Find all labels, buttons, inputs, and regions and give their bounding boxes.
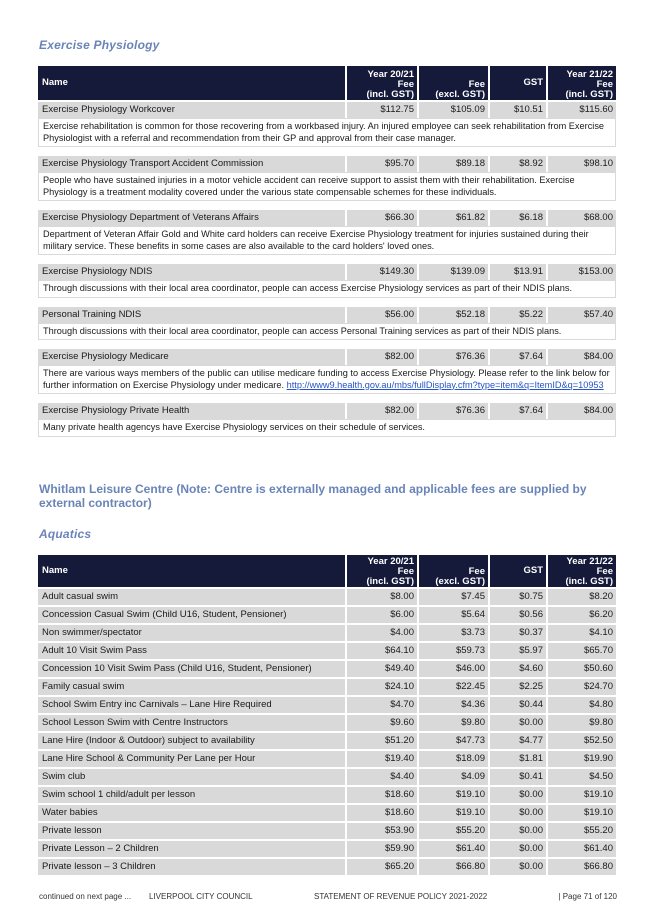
header-fee-label: Fee xyxy=(468,566,485,577)
fee-incl-gst-2021: $4.40 xyxy=(345,769,417,785)
fee-name: Adult casual swim xyxy=(38,589,345,605)
fee-incl-gst-2122: $84.00 xyxy=(546,349,616,365)
gst-amount: $0.75 xyxy=(488,589,546,605)
fee-name: Personal Training NDIS xyxy=(38,307,345,323)
fee-incl-gst-2021: $66.30 xyxy=(345,210,417,226)
gst-amount: $0.00 xyxy=(488,823,546,839)
fee-row xyxy=(38,715,616,731)
fee-incl-gst-2122: $68.00 xyxy=(546,210,616,226)
gst-amount: $0.37 xyxy=(488,625,546,641)
fee-name: Family casual swim xyxy=(38,679,345,695)
fee-excl-gst: $46.00 xyxy=(417,661,488,677)
fee-incl-gst-2122: $50.60 xyxy=(546,661,616,677)
fee-row xyxy=(38,607,616,623)
fee-name: Exercise Physiology Private Health xyxy=(38,403,345,419)
fee-excl-gst: $76.36 xyxy=(417,403,488,419)
gst-amount: $0.56 xyxy=(488,607,546,623)
whitlam-leisure-centre-heading: Whitlam Leisure Centre (Note: Centre is externally managed and applicable fees are supplied by external contractor) xyxy=(39,482,587,510)
fee-incl-gst-2021: $82.00 xyxy=(345,349,417,365)
fee-name: Exercise Physiology Department of Veterans Affairs xyxy=(38,210,345,226)
fee-row xyxy=(38,787,616,803)
fee-incl-gst-2021: $59.90 xyxy=(345,841,417,857)
fee-incl-gst-2122: $84.00 xyxy=(546,403,616,419)
fee-description xyxy=(38,365,616,394)
fee-row xyxy=(38,733,616,749)
fee-excl-gst: $9.80 xyxy=(417,715,488,731)
description-row xyxy=(38,172,616,201)
fee-incl-gst-2021: $51.20 xyxy=(345,733,417,749)
fee-description xyxy=(38,172,616,201)
fee-incl-gst-2122: $66.80 xyxy=(546,859,616,875)
fee-name: Swim club xyxy=(38,769,345,785)
fee-name: Non swimmer/spectator xyxy=(38,625,345,641)
description-text: Exercise rehabilitation is common for those recovering from a workbased injury. An injured employee can seek rehabilitation from Exercise Physiologist with a referral and recommendation from their GP and approval from their case manager. xyxy=(43,121,605,143)
footer-document-title: STATEMENT OF REVENUE POLICY 2021-2022 xyxy=(314,892,488,901)
gst-amount: $0.00 xyxy=(488,787,546,803)
header-fee-excl xyxy=(417,555,488,587)
fee-incl-gst-2122: $61.40 xyxy=(546,841,616,857)
fee-row xyxy=(38,661,616,677)
gst-amount: $7.64 xyxy=(488,403,546,419)
fee-excl-gst: $89.18 xyxy=(417,156,488,172)
description-row xyxy=(38,118,616,147)
fee-incl-gst-2122: $98.10 xyxy=(546,156,616,172)
fee-name: Lane Hire (Indoor & Outdoor) subject to availability xyxy=(38,733,345,749)
fee-incl-gst-2021: $4.70 xyxy=(345,697,417,713)
fee-incl-gst-2021: $64.10 xyxy=(345,643,417,659)
fee-excl-gst: $59.73 xyxy=(417,643,488,659)
fee-incl-gst-2122: $24.70 xyxy=(546,679,616,695)
fee-name: Swim school 1 child/adult per lesson xyxy=(38,787,345,803)
table-header-row xyxy=(38,66,616,100)
fee-incl-gst-2122: $52.50 xyxy=(546,733,616,749)
fee-row xyxy=(38,349,616,365)
header-incl-gst-label: (incl. GST) xyxy=(565,576,613,587)
header-incl-gst-label: (incl. GST) xyxy=(366,576,414,587)
gst-amount: $5.97 xyxy=(488,643,546,659)
footer-page-number: | Page 71 of 120 xyxy=(558,892,617,901)
fee-excl-gst: $18.09 xyxy=(417,751,488,767)
description-row xyxy=(38,280,616,298)
fee-row xyxy=(38,679,616,695)
fee-incl-gst-2021: $53.90 xyxy=(345,823,417,839)
fee-excl-gst: $22.45 xyxy=(417,679,488,695)
header-incl-gst-label: (incl. GST) xyxy=(565,89,613,100)
fee-incl-gst-2122: $115.60 xyxy=(546,102,616,118)
fee-name: Private Lesson – 2 Children xyxy=(38,841,345,857)
fee-excl-gst: $5.64 xyxy=(417,607,488,623)
header-year-2122: Year 21/22 xyxy=(566,556,613,567)
description-row xyxy=(38,323,616,341)
fee-name: Exercise Physiology Transport Accident Commission xyxy=(38,156,345,172)
description-text: There are various ways members of the public can utilise medicare funding to access Exercise Physiology. Please refer to the link below for further information on Exercise Physiology under medicare. xyxy=(43,368,610,390)
header-fee-incl-2021 xyxy=(345,66,417,100)
fee-name: Exercise Physiology Workcover xyxy=(38,102,345,118)
gst-amount: $0.00 xyxy=(488,805,546,821)
header-excl-gst-label: (excl. GST) xyxy=(435,576,485,587)
header-gst: GST xyxy=(488,555,546,587)
fee-incl-gst-2021: $19.40 xyxy=(345,751,417,767)
header-incl-gst-label: (incl. GST) xyxy=(366,89,414,100)
fee-incl-gst-2122: $19.10 xyxy=(546,787,616,803)
fee-row xyxy=(38,625,616,641)
fee-incl-gst-2021: $9.60 xyxy=(345,715,417,731)
fee-excl-gst: $47.73 xyxy=(417,733,488,749)
fee-row xyxy=(38,823,616,839)
fee-excl-gst: $61.82 xyxy=(417,210,488,226)
fee-incl-gst-2021: $4.00 xyxy=(345,625,417,641)
gst-amount: $0.41 xyxy=(488,769,546,785)
fee-row xyxy=(38,697,616,713)
fee-row xyxy=(38,859,616,875)
fee-excl-gst: $19.10 xyxy=(417,805,488,821)
fee-incl-gst-2122: $65.70 xyxy=(546,643,616,659)
header-year-2021: Year 20/21 xyxy=(367,69,414,80)
gst-amount: $0.00 xyxy=(488,715,546,731)
fee-incl-gst-2021: $8.00 xyxy=(345,589,417,605)
fee-name: Private lesson – 3 Children xyxy=(38,859,345,875)
aquatics-fee-table xyxy=(38,555,616,875)
fee-name: School Lesson Swim with Centre Instructors xyxy=(38,715,345,731)
fee-incl-gst-2122: $4.80 xyxy=(546,697,616,713)
header-year-2122: Year 21/22 xyxy=(566,69,613,80)
fee-row xyxy=(38,805,616,821)
fee-incl-gst-2021: $112.75 xyxy=(345,102,417,118)
fee-row xyxy=(38,264,616,280)
header-gst: GST xyxy=(488,66,546,100)
fee-incl-gst-2122: $4.50 xyxy=(546,769,616,785)
gst-amount: $13.91 xyxy=(488,264,546,280)
table-header-row xyxy=(38,555,616,587)
header-fee-label: Fee xyxy=(596,566,613,577)
fee-excl-gst: $66.80 xyxy=(417,859,488,875)
fee-name: School Swim Entry inc Carnivals – Lane Hire Required xyxy=(38,697,345,713)
fee-incl-gst-2021: $6.00 xyxy=(345,607,417,623)
fee-row xyxy=(38,102,616,118)
gst-amount: $6.18 xyxy=(488,210,546,226)
fee-row xyxy=(38,589,616,605)
header-fee-incl-2021 xyxy=(345,555,417,587)
fee-row xyxy=(38,307,616,323)
fee-excl-gst: $3.73 xyxy=(417,625,488,641)
medicare-link[interactable]: http://www9.health.gov.au/mbs/fullDisplay.cfm?type=item&q=ItemID&q=10953 xyxy=(286,379,604,390)
fee-name: Adult 10 Visit Swim Pass xyxy=(38,643,345,659)
description-text: Many private health agencys have Exercise Physiology services on their schedule of services. xyxy=(43,422,425,432)
header-year-2021: Year 20/21 xyxy=(367,556,414,567)
fee-excl-gst: $52.18 xyxy=(417,307,488,323)
header-fee-label: Fee xyxy=(397,566,414,577)
fee-excl-gst: $19.10 xyxy=(417,787,488,803)
fee-description xyxy=(38,280,616,298)
fee-name: Lane Hire School & Community Per Lane per Hour xyxy=(38,751,345,767)
fee-incl-gst-2021: $149.30 xyxy=(345,264,417,280)
gst-amount: $7.64 xyxy=(488,349,546,365)
fee-incl-gst-2122: $6.20 xyxy=(546,607,616,623)
fee-incl-gst-2122: $55.20 xyxy=(546,823,616,839)
gst-amount: $5.22 xyxy=(488,307,546,323)
description-text: Through discussions with their local area coordinator, people can access Exercise Physiology services as part of their NDIS plans. xyxy=(43,283,573,293)
gst-amount: $8.92 xyxy=(488,156,546,172)
fee-description xyxy=(38,323,616,341)
header-fee-label: Fee xyxy=(397,79,414,90)
gst-amount: $10.51 xyxy=(488,102,546,118)
header-name: Name xyxy=(38,66,345,100)
fee-row xyxy=(38,403,616,419)
fee-excl-gst: $139.09 xyxy=(417,264,488,280)
fee-excl-gst: $7.45 xyxy=(417,589,488,605)
fee-excl-gst: $4.36 xyxy=(417,697,488,713)
fee-row xyxy=(38,769,616,785)
fee-excl-gst: $76.36 xyxy=(417,349,488,365)
description-text: People who have sustained injuries in a motor vehicle accident can receive support to assist them with their rehabilitation. Exercise Physiology is a treatment modality covered under the various state compensable schemes for these individuals. xyxy=(43,175,575,197)
gst-amount: $4.77 xyxy=(488,733,546,749)
header-fee-incl-2122 xyxy=(546,555,616,587)
footer-organisation: LIVERPOOL CITY COUNCIL xyxy=(149,892,253,901)
fee-incl-gst-2021: $24.10 xyxy=(345,679,417,695)
fee-incl-gst-2021: $65.20 xyxy=(345,859,417,875)
gst-amount: $0.00 xyxy=(488,859,546,875)
description-text: Through discussions with their local area coordinator, people can access Personal Training services as part of their NDIS plans. xyxy=(43,325,562,336)
gst-amount: $0.44 xyxy=(488,697,546,713)
description-row xyxy=(38,419,616,437)
fee-name: Exercise Physiology Medicare xyxy=(38,349,345,365)
fee-name: Water babies xyxy=(38,805,345,821)
header-name: Name xyxy=(38,555,345,587)
fee-incl-gst-2021: $49.40 xyxy=(345,661,417,677)
fee-row xyxy=(38,156,616,172)
fee-row xyxy=(38,841,616,857)
fee-description xyxy=(38,226,616,255)
fee-incl-gst-2122: $8.20 xyxy=(546,589,616,605)
header-fee-incl-2122 xyxy=(546,66,616,100)
fee-incl-gst-2122: $57.40 xyxy=(546,307,616,323)
header-fee-excl xyxy=(417,66,488,100)
fee-incl-gst-2122: $153.00 xyxy=(546,264,616,280)
fee-incl-gst-2021: $18.60 xyxy=(345,805,417,821)
fee-incl-gst-2122: $9.80 xyxy=(546,715,616,731)
gst-amount: $1.81 xyxy=(488,751,546,767)
header-fee-label: Fee xyxy=(468,79,485,90)
fee-name: Exercise Physiology NDIS xyxy=(38,264,345,280)
header-excl-gst-label: (excl. GST) xyxy=(435,89,485,100)
gst-amount: $4.60 xyxy=(488,661,546,677)
header-fee-label: Fee xyxy=(596,79,613,90)
fee-name: Concession Casual Swim (Child U16, Student, Pensioner) xyxy=(38,607,345,623)
fee-name: Concession 10 Visit Swim Pass (Child U16, Student, Pensioner) xyxy=(38,661,345,677)
gst-amount: $2.25 xyxy=(488,679,546,695)
fee-incl-gst-2021: $82.00 xyxy=(345,403,417,419)
fee-incl-gst-2122: $19.10 xyxy=(546,805,616,821)
description-text: Department of Veteran Affair Gold and White card holders can receive Exercise Physiology treatment for injuries sustained during their military service. These benefits in some cases are also available to the card holders' loved ones. xyxy=(43,229,589,251)
fee-incl-gst-2021: $95.70 xyxy=(345,156,417,172)
fee-excl-gst: $61.40 xyxy=(417,841,488,857)
exercise-physiology-heading: Exercise Physiology xyxy=(39,38,160,52)
fee-description xyxy=(38,118,616,147)
fee-incl-gst-2021: $18.60 xyxy=(345,787,417,803)
fee-excl-gst: $55.20 xyxy=(417,823,488,839)
aquatics-heading: Aquatics xyxy=(39,527,92,541)
fee-row xyxy=(38,210,616,226)
description-row xyxy=(38,365,616,394)
fee-name: Private lesson xyxy=(38,823,345,839)
exercise-physiology-fee-table xyxy=(38,66,616,437)
footer-continued: continued on next page ... xyxy=(39,892,132,901)
fee-row xyxy=(38,643,616,659)
fee-incl-gst-2122: $19.90 xyxy=(546,751,616,767)
fee-incl-gst-2021: $56.00 xyxy=(345,307,417,323)
fee-incl-gst-2122: $4.10 xyxy=(546,625,616,641)
fee-excl-gst: $105.09 xyxy=(417,102,488,118)
gst-amount: $0.00 xyxy=(488,841,546,857)
description-row xyxy=(38,226,616,255)
fee-description xyxy=(38,419,616,437)
fee-row xyxy=(38,751,616,767)
fee-excl-gst: $4.09 xyxy=(417,769,488,785)
